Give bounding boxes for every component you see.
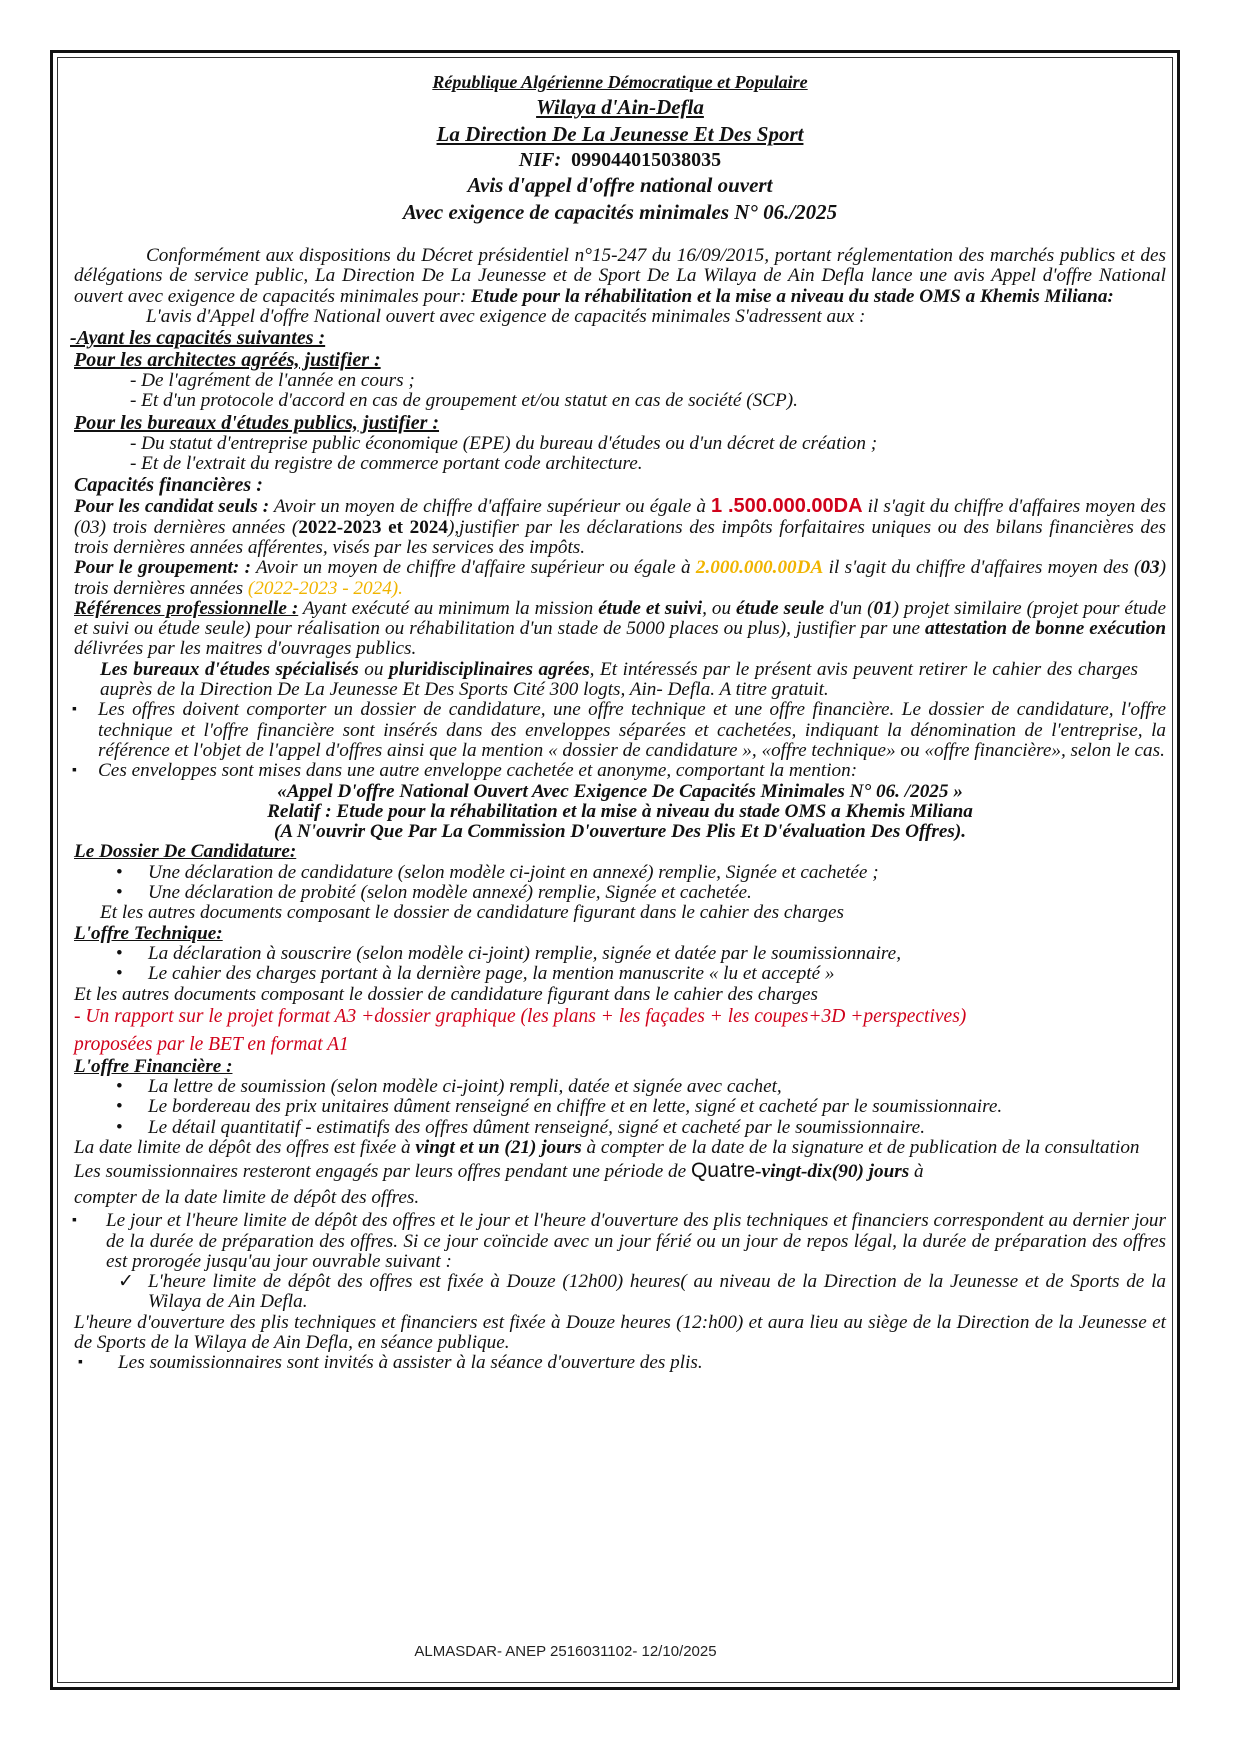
republic-title: République Algérienne Démocratique et Populaire bbox=[432, 72, 808, 92]
engagement-bold: -vingt-dix(90) jours bbox=[755, 1161, 910, 1183]
seuls-years: 2022-2023 et 2024 bbox=[298, 516, 448, 538]
bureaux-item: - Et de l'extrait du registre de commerce portant code architecture. bbox=[130, 453, 643, 475]
references-text: ) projet similaire (projet pour étude et suivi ou étude seule) pour réalisation ou réhabilitation d'un stade de 5000 places ou plus), justifier par une bbox=[74, 597, 1166, 640]
technique-red-line-2: proposées par le BET en format A1 bbox=[74, 1033, 349, 1055]
groupement-amount: 2.000.000.00DA bbox=[695, 557, 824, 579]
bureaux-bold: pluridisciplinaires agrées bbox=[389, 658, 590, 680]
seuls-amount: 1 .500.000.00DA bbox=[711, 495, 863, 518]
bureaux-text: , Et intéressés par le présent avis peuvent retirer le cahier des charges auprès de la Direction De La Jeunesse Et Des Sports Cité 300 logts, Ain- Defla. A titre gratuit. bbox=[100, 658, 1139, 701]
financiere-item: • La lettre de soumission (selon modèle ci-joint) rempli, datée et signée avec cachet, bbox=[74, 1077, 1166, 1097]
groupement-years: (2022-2023 - 2024). bbox=[247, 577, 403, 599]
enveloppes-bullet: ▪ Ces enveloppes sont mises dans une autre enveloppe cachetée et anonyme, comportant la mention: bbox=[72, 761, 1166, 781]
delai-text: La date limite de dépôt des offres est fixée à bbox=[74, 1136, 416, 1158]
financieres-title: Capacités financières : bbox=[74, 474, 263, 497]
jour-limite-bullet: ▪ Le jour et l'heure limite de dépôt des offres et le jour et l'heure d'ouverture des plis techniques et financiers correspondent au dernier jour de la durée de préparation des offres. Si ce jour coïncide avec un jour férié ou un jour de repos légal, la durée de préparation des offres est prorogée jusqu'au jour ouvrable suivant : bbox=[72, 1211, 1166, 1272]
bureaux-title: Pour les bureaux d'études publics, justifier : bbox=[74, 411, 440, 434]
financiere-title: L'offre Financière : bbox=[74, 1055, 233, 1077]
seuls-paragraph bbox=[74, 496, 1166, 558]
groupement-paragraph bbox=[74, 558, 1166, 599]
exigence-title: Avec exigence de capacités minimales N° 06./2025 bbox=[402, 200, 838, 224]
nif-line bbox=[74, 148, 1166, 172]
engagement-text: Les soumissionnaires resteront engagés par leurs offres pendant une période de bbox=[74, 1161, 691, 1183]
ouverture-paragraph: L'heure d'ouverture des plis techniques et financiers est fixée à Douze heures (12:h00) et aura lieu au siège de la Direction de la Jeunesse et de Sports de la Wilaya de Ain Defla, en séance publique. bbox=[74, 1311, 1166, 1354]
groupement-text: il s'agit du chiffre d'affaires moyen des ( bbox=[823, 557, 1141, 579]
dossier-note: Et les autres documents composant le dossier de candidature figurant dans le cahier des charges bbox=[100, 902, 844, 924]
dossier-item: • Une déclaration de candidature (selon modèle ci-joint en annexé) remplie, Signée et cachetée ; bbox=[74, 863, 1166, 883]
mention-line-3: (A N'ouvrir Que Par La Commission D'ouverture Des Plis Et D'évaluation Des Offres). bbox=[273, 821, 967, 843]
references-text: Ayant exécuté au minimum la mission bbox=[298, 597, 599, 619]
bureaux-item: - Du statut d'entreprise public économique (EPE) du bureau d'études ou d'un décret de création ; bbox=[130, 432, 878, 454]
dossier-title: Le Dossier De Candidature: bbox=[74, 841, 297, 863]
document-body bbox=[70, 70, 1166, 1374]
seuls-label: Pour les candidat seuls : bbox=[74, 496, 270, 518]
technique-item: • La déclaration à souscrire (selon modèle ci-joint) remplie, signée et datée par le soumissionnaire, bbox=[74, 944, 1166, 964]
bureaux-text: ou bbox=[358, 658, 389, 680]
financiere-item: • Le bordereau des prix unitaires dûment renseigné en chiffre et en lette, signé et cacheté par le soumissionnaire. bbox=[74, 1097, 1166, 1117]
footer-reference bbox=[0, 1643, 1241, 1660]
architectes-item: - Et d'un protocole d'accord en cas de groupement et/ou statut en cas de société (SCP). bbox=[130, 390, 798, 412]
mention-line-1: «Appel D'offre National Ouvert Avec Exigence De Capacités Minimales N° 06. /2025 » bbox=[277, 780, 963, 802]
delai-text: à compter de la date de la signature et de publication de la consultation bbox=[581, 1136, 1140, 1158]
dossier-item: • Une déclaration de probité (selon modèle annexé) remplie, Signée et cachetée. bbox=[74, 883, 1166, 903]
engagement-text: à bbox=[909, 1161, 924, 1183]
project-title: Etude pour la réhabilitation et la mise a niveau du stade OMS a Khemis Miliana: bbox=[470, 285, 1114, 307]
technique-item: • Le cahier des charges portant à la dernière page, la mention manuscrite « lu et accepté » bbox=[74, 964, 1166, 984]
technique-title: L'offre Technique: bbox=[74, 922, 223, 944]
mention-line-2: Relatif : Etude pour la réhabilitation et la mise à niveau du stade OMS a Khemis Miliana bbox=[267, 800, 973, 822]
engagement-quatre: Quatre bbox=[690, 1159, 756, 1183]
groupement-label: Pour le groupement: : bbox=[74, 557, 252, 579]
intro-paragraph bbox=[74, 246, 1166, 307]
architectes-title: Pour les architectes agréés, justifier : bbox=[74, 349, 381, 372]
references-paragraph bbox=[74, 599, 1166, 660]
references-text: délivrées par les maitres d'ouvrages publics. bbox=[74, 638, 417, 660]
seuls-text: Avoir un moyen de chiffre d'affaire supérieur ou égale à bbox=[269, 496, 712, 518]
offres-bullet: ▪ Les offres doivent comporter un dossier de candidature, une offre technique et une offre financière. Le dossier de candidature, l'offre technique et l'offre financière sont insérés dans des enveloppes séparées et cachetées, indiquant la dénomination de l'entreprise, la référence et l'objet de l'appel d'offres ainsi que la mention « dossier de candidature », «offre technique» ou «offre financière», selon le cas. bbox=[72, 700, 1166, 761]
references-bold: étude seule bbox=[736, 597, 825, 619]
groupement-num: 03 bbox=[1140, 557, 1160, 579]
capacites-title: -Ayant les capacités suivantes : bbox=[70, 327, 326, 350]
bureaux-paragraph bbox=[74, 660, 1166, 701]
nif-value: 099044015038035 bbox=[571, 149, 722, 171]
avis-title: Avis d'appel d'offre national ouvert bbox=[467, 173, 773, 197]
direction-title: La Direction De La Jeunesse Et Des Sport bbox=[436, 122, 804, 146]
wilaya-title: Wilaya d'Ain-Defla bbox=[536, 95, 704, 119]
references-bold: 01 bbox=[873, 597, 893, 619]
technique-red-line-1: - Un rapport sur le projet format A3 +dossier graphique (les plans + les façades + les coupes+3D +perspectives) bbox=[74, 1005, 967, 1027]
seuls-text: ),justifier par les déclarations des impôts forfaitaires uniques ou des bilans financières des trois dernières années afférentes, visés par les services des impôts. bbox=[74, 516, 1166, 558]
technique-note: Et les autres documents composant le dossier de candidature figurant dans le cahier des charges bbox=[74, 983, 818, 1005]
references-label: Références professionnelle : bbox=[74, 597, 299, 619]
groupement-text: ) trois dernières années bbox=[74, 557, 1166, 599]
seuls-text: il s'agit du chiffre d'affaires moyen des (03) trois dernières années ( bbox=[74, 496, 1166, 538]
bureaux-bold: Les bureaux d'études spécialisés bbox=[100, 658, 359, 680]
nif-label: NIF: bbox=[518, 149, 562, 171]
architectes-item: - De l'agrément de l'année en cours ; bbox=[130, 370, 415, 392]
references-text: d'un ( bbox=[824, 597, 874, 619]
footer-text: ALMASDAR- ANEP 2516031102- 12/10/2025 bbox=[414, 1643, 717, 1660]
delai-paragraph bbox=[74, 1138, 1166, 1158]
engagement-continuation: compter de la date limite de dépôt des offres. bbox=[74, 1187, 420, 1209]
intro-text: Conformément aux dispositions du Décret présidentiel n°15-247 du 16/09/2015, portant réglementation des marchés publics et des délégations de service public, La Direction De La Jeunesse et de Sport De La Wilaya de Ain Defla lance une avis Appel d'offre National ouvert avec exigence de capacités minimales pour: bbox=[74, 245, 1166, 307]
references-bold: attestation de bonne exécution bbox=[925, 618, 1166, 640]
heure-limite-check: ✓ L'heure limite de dépôt des offres est fixée à Douze (12h00) heures( au niveau de la Direction de la Jeunesse et de Sports de la Wilaya de Ain Defla. bbox=[74, 1272, 1166, 1313]
assister-bullet: ▪ Les soumissionnaires sont invités à assister à la séance d'ouverture des plis. bbox=[78, 1353, 1166, 1373]
references-bold: étude et suivi bbox=[598, 597, 703, 619]
delai-bold: vingt et un (21) jours bbox=[415, 1136, 582, 1158]
engagement-paragraph bbox=[74, 1158, 1166, 1185]
groupement-text: Avoir un moyen de chiffre d'affaire supérieur ou égale à bbox=[251, 557, 696, 579]
references-text: , ou bbox=[702, 597, 737, 619]
intro-address: L'avis d'Appel d'offre National ouvert avec exigence de capacités minimales S'adressent aux : bbox=[146, 305, 866, 327]
financiere-item: • Le détail quantitatif - estimatifs des offres dûment renseigné, signé et cacheté par le soumissionnaire. bbox=[74, 1118, 1166, 1138]
document-header bbox=[74, 70, 1166, 226]
